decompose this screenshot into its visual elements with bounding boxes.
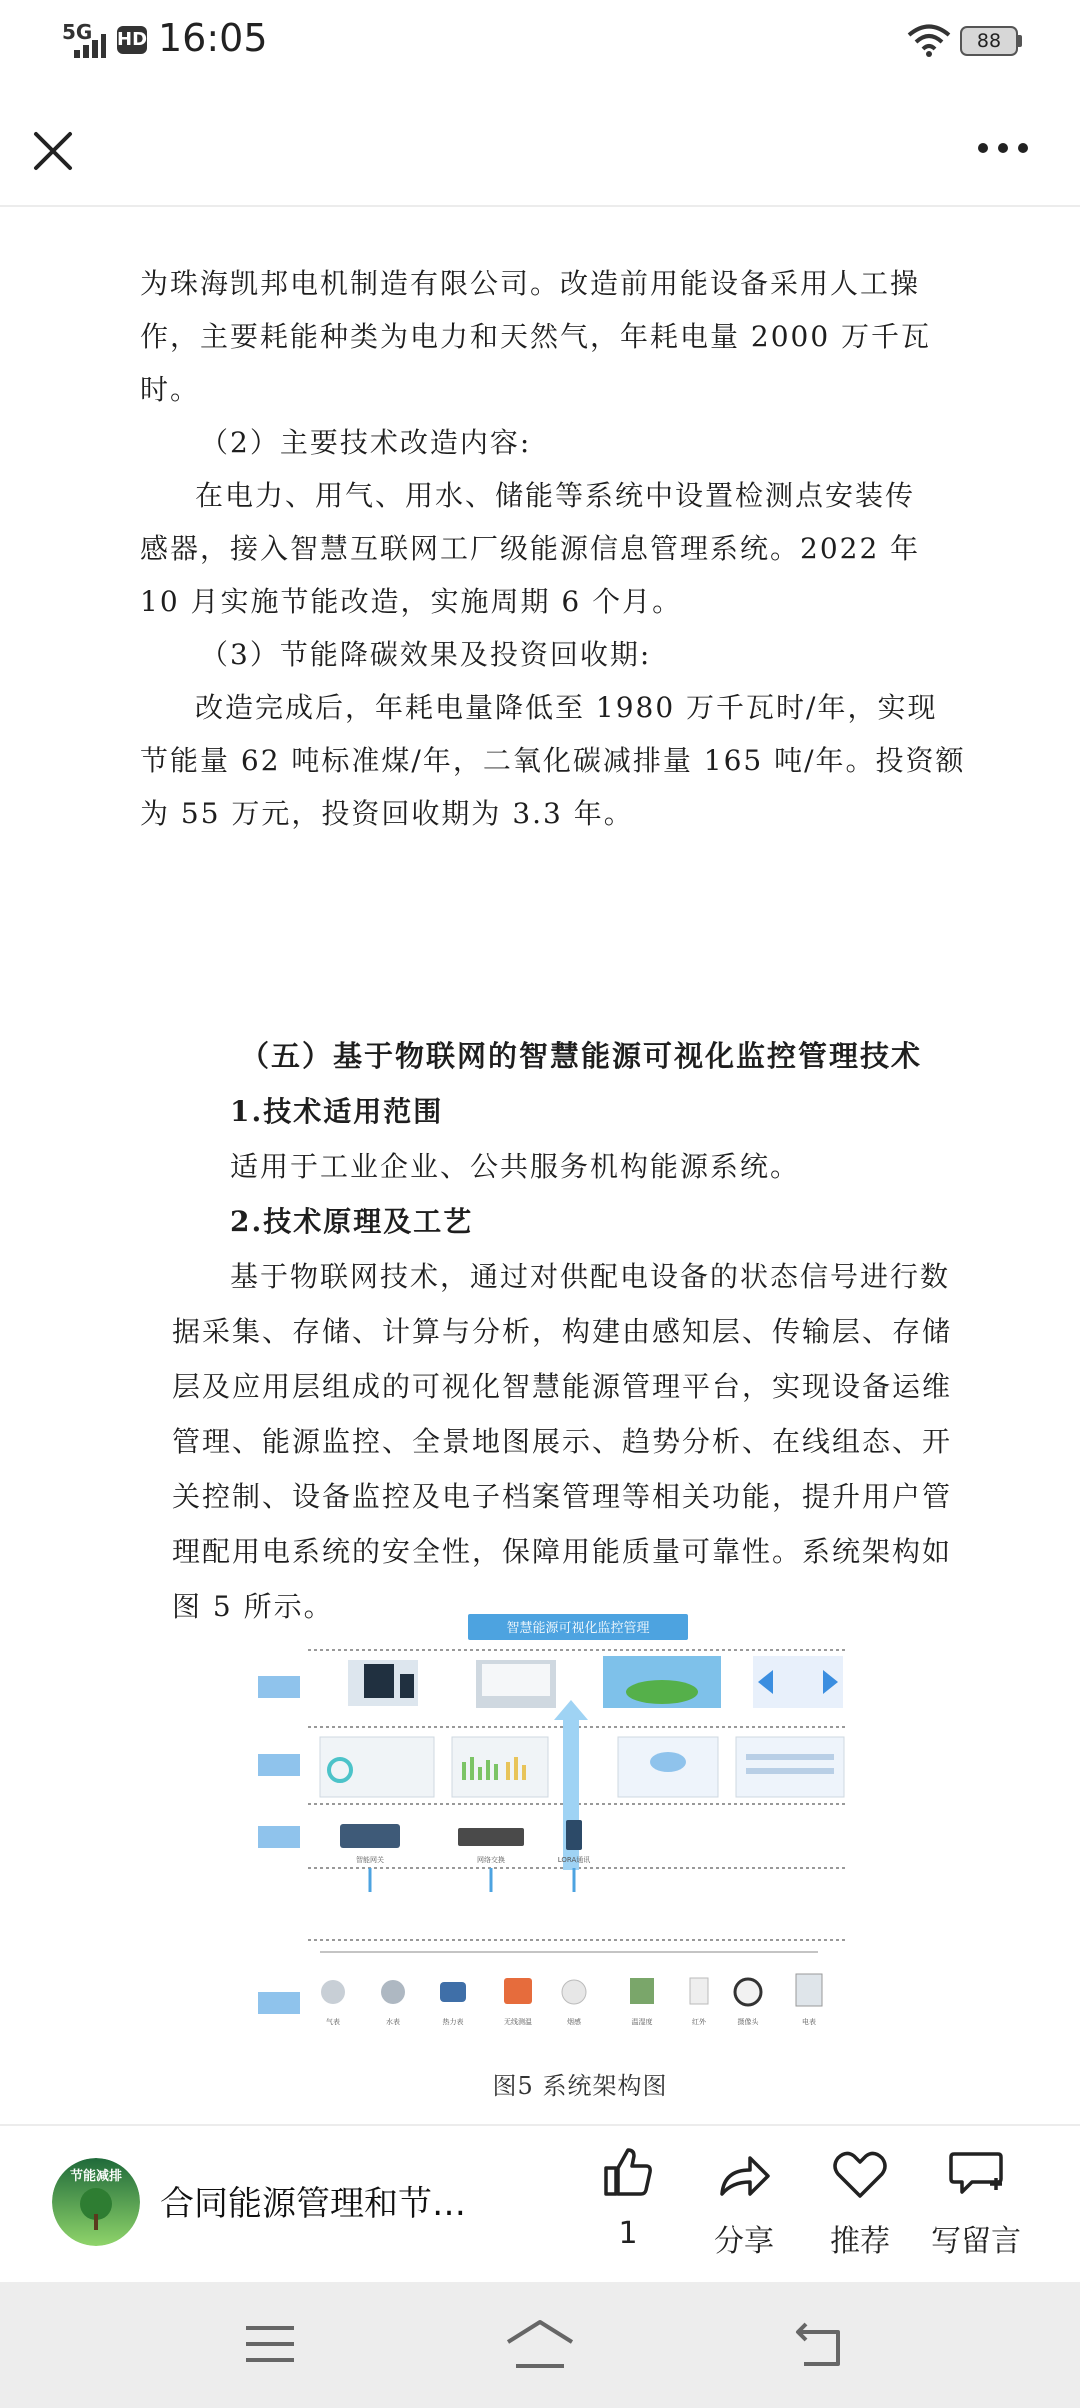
battery-icon <box>960 26 1018 56</box>
sensor-label: 热力表 <box>442 2018 464 2026</box>
paragraph-line: 理配用电系统的安全性，保障用能质量可靠性。系统架构如 <box>172 1535 953 1568</box>
sensor-icons <box>321 1974 822 2006</box>
sensor-label: 气表 <box>326 2018 340 2026</box>
gateway-device <box>340 1824 400 1848</box>
chart-panel <box>452 1737 548 1797</box>
paragraph-line: 为 55 万元，投资回收期为 3.3 年。 <box>140 797 634 830</box>
account-avatar[interactable] <box>52 2158 140 2246</box>
sensor-label: 无线测温 <box>504 2018 532 2026</box>
menu-icon[interactable] <box>244 2322 296 2368</box>
like-icon[interactable] <box>598 2142 658 2202</box>
account-name[interactable]: 合同能源管理和节… <box>160 2184 466 2224</box>
layer-tag <box>258 1992 300 2014</box>
paragraph-line: 据采集、存储、计算与分析，构建由感知层、传输层、存储 <box>172 1315 953 1348</box>
sensor-label: 烟感 <box>567 2018 581 2026</box>
action-bar-divider <box>0 2124 1080 2126</box>
paragraph-heading: （2）主要技术改造内容: <box>200 426 532 459</box>
close-icon[interactable] <box>28 120 78 180</box>
switch-device <box>458 1828 524 1846</box>
section-title: （五）基于物联网的智慧能源可视化监控管理技术 <box>240 1039 923 1073</box>
system-architecture-figure <box>258 1612 858 2044</box>
avatar-text: 节能减排 <box>69 2169 123 2184</box>
share-label[interactable]: 分享 <box>714 2224 774 2259</box>
figure-caption: 图5 系统架构图 <box>492 2072 668 2100</box>
sensor-label: 温湿度 <box>631 2018 653 2026</box>
paragraph-heading: （3）节能降碳效果及投资回收期: <box>200 638 652 671</box>
layer-tag <box>258 1826 300 1848</box>
recommend-label[interactable]: 推荐 <box>830 2224 890 2259</box>
share-icon[interactable] <box>714 2144 774 2204</box>
layer-tag <box>258 1754 300 1776</box>
battery-tip <box>1018 35 1022 47</box>
system-nav-bar <box>0 2282 1080 2408</box>
figure-title: 智慧能源可视化监控管理 <box>506 1621 650 1636</box>
paragraph-line: 在电力、用气、用水、储能等系统中设置检测点安装传 <box>195 479 916 512</box>
subheading: 1.技术适用范围 <box>230 1095 444 1128</box>
paragraph-line: 时。 <box>140 373 201 406</box>
nav-divider <box>0 205 1080 207</box>
paragraph-line: 感器，接入智慧互联网工厂级能源信息管理系统。2022 年 <box>140 532 921 565</box>
paragraph-line: 为珠海凯邦电机制造有限公司。改造前用能设备采用人工操 <box>140 267 921 300</box>
subheading: 2.技术原理及工艺 <box>230 1205 474 1238</box>
paragraph-line: 图 5 所示。 <box>172 1590 334 1623</box>
paragraph-line: 关控制、设备监控及电子档案管理等相关功能，提升用户管 <box>172 1480 953 1513</box>
gateway-label: LORA通讯 <box>557 1856 591 1864</box>
gateway-label: 网络交换 <box>477 1856 505 1864</box>
back-icon[interactable] <box>792 2320 848 2370</box>
status-bar <box>0 0 1080 80</box>
paragraph-line: 层及应用层组成的可视化智慧能源管理平台，实现设备运维 <box>172 1370 953 1403</box>
sensor-label: 摄像头 <box>737 2018 759 2026</box>
more-options-icon[interactable] <box>970 118 1036 178</box>
dashboard-panel <box>320 1737 434 1797</box>
home-icon[interactable] <box>504 2318 576 2372</box>
hd-voice-badge: HD <box>117 26 147 54</box>
sensor-label: 电表 <box>802 2018 816 2026</box>
network-type-label: 5G <box>62 20 93 44</box>
paragraph-line: 作，主要耗能种类为电力和天然气，年耗电量 2000 万千瓦 <box>140 320 932 353</box>
clock: 16:05 <box>158 16 268 60</box>
like-count[interactable]: 1 <box>618 2216 638 2251</box>
sensor-label: 红外 <box>692 2018 706 2026</box>
comment-label[interactable]: 写留言 <box>931 2224 1021 2259</box>
layer-tag <box>258 1676 300 1698</box>
signal-strength-icon <box>74 34 106 58</box>
lora-device <box>566 1820 582 1850</box>
paragraph-line: 10 月实施节能改造，实施周期 6 个月。 <box>140 585 683 618</box>
sensor-label: 水表 <box>386 2018 400 2026</box>
gateway-label: 智能网关 <box>356 1856 384 1864</box>
paragraph-line: 节能量 62 吨标准煤/年，二氧化碳减排量 165 吨/年。投资额 <box>140 744 966 777</box>
wifi-icon <box>906 24 952 58</box>
paragraph-line: 基于物联网技术，通过对供配电设备的状态信号进行数 <box>230 1260 951 1293</box>
battery-level: 88 <box>976 30 1002 52</box>
paragraph-line: 改造完成后，年耗电量降低至 1980 万千瓦时/年，实现 <box>195 691 938 724</box>
heart-icon[interactable] <box>830 2144 890 2204</box>
comment-icon[interactable] <box>946 2144 1006 2204</box>
paragraph-line: 管理、能源监控、全景地图展示、趋势分析、在线组态、开 <box>172 1425 953 1458</box>
paragraph-line: 适用于工业企业、公共服务机构能源系统。 <box>230 1150 801 1183</box>
device-panel <box>736 1737 844 1797</box>
